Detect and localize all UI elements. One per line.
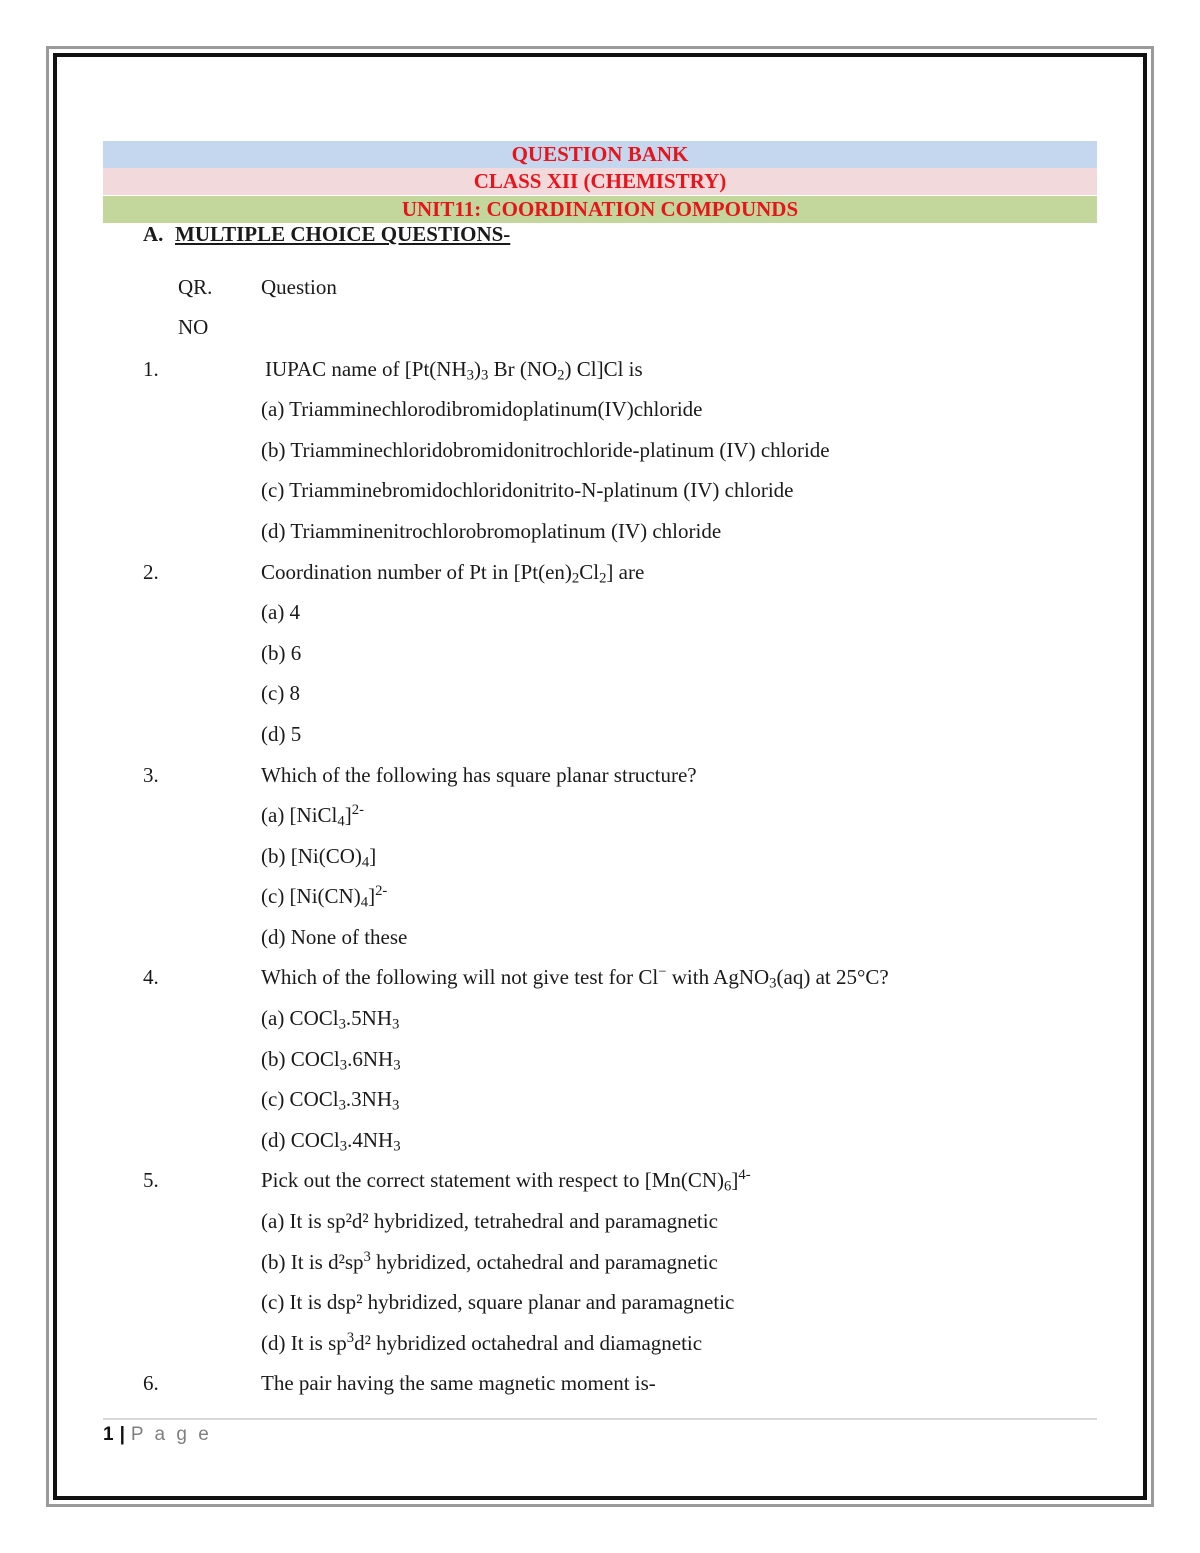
question-number: 6. (143, 1371, 159, 1395)
question-number: 5. (143, 1168, 159, 1192)
option-row (0, 394, 1200, 424)
option-row (0, 1287, 1200, 1317)
option-text: (a) [NiCl$_4$]$^{2-}$ (261, 801, 364, 830)
option-row (0, 475, 1200, 505)
question-text: The pair having the same magnetic moment is- (261, 1371, 656, 1395)
option-text: (c) $COCl_3.3NH_3$ (261, 1087, 400, 1114)
option-text: (b) 6 (261, 641, 302, 665)
question-text: Coordination number of Pt in $[Pt(en)_2Cl_2]$ are (261, 560, 645, 587)
option-text: (c) $[Ni(CN)_4]^{2-}$ (261, 882, 388, 911)
option-text: (c) Triamminebromidochloridonitrito-N-platinum (IV) chloride (261, 478, 794, 502)
option-text: (d) 5 (261, 722, 302, 746)
question-row (0, 354, 1200, 384)
option-row (0, 1206, 1200, 1236)
option-text: (b) It is $d^2sp^3$ hybridized, octahedral and paramagnetic (261, 1248, 718, 1274)
option-row (0, 678, 1200, 708)
option-text: (c) 8 (261, 681, 301, 705)
question-number: 3. (143, 763, 159, 787)
option-text: (d) It is $sp^3d^2$ hybridized octahedral and diamagnetic (261, 1329, 703, 1355)
section-label: A. (143, 222, 164, 246)
option-text: (a) 4 (261, 600, 301, 624)
page-label: P a g e (130, 1424, 212, 1445)
page-footer (103, 1424, 212, 1446)
question-text: Which of the following has square planar structure? (261, 763, 697, 787)
question-row (0, 1368, 1200, 1398)
header-class: CLASS XII (CHEMISTRY) (103, 168, 1097, 195)
option-row (0, 1044, 1200, 1074)
option-row (0, 638, 1200, 668)
option-row (0, 800, 1200, 830)
option-row (0, 881, 1200, 911)
column-header-question: Question (261, 275, 337, 299)
question-row (0, 760, 1200, 790)
question-text: Which of the following will not give test for Cl− with AgNO$_3$(aq) at 25°C? (261, 963, 889, 992)
section-title: MULTIPLE CHOICE QUESTIONS- (175, 222, 511, 246)
header-question-bank: QUESTION BANK (103, 141, 1097, 168)
option-row (0, 516, 1200, 546)
option-row (0, 435, 1200, 465)
page-number: 1 (103, 1424, 114, 1445)
question-number: 1. (143, 357, 159, 381)
option-row (0, 597, 1200, 627)
option-row (0, 1003, 1200, 1033)
column-header-no: NO (178, 315, 209, 339)
option-text: (b) $COCl_3.6NH_3$ (261, 1047, 401, 1074)
option-text: (d) Triamminenitrochlorobromoplatinum (IV) chloride (261, 519, 722, 543)
option-row (0, 841, 1200, 871)
header-unit: UNIT11: COORDINATION COMPOUNDS (103, 196, 1097, 223)
question-row (0, 1165, 1200, 1195)
footer-divider (103, 1418, 1097, 1420)
footer-separator: | (119, 1424, 125, 1445)
question-number: 2. (143, 560, 159, 584)
option-row (0, 922, 1200, 952)
column-header-qr: QR. (178, 275, 213, 299)
option-row (0, 719, 1200, 749)
option-text: (a) $COCl_3.5NH_3$ (261, 1006, 400, 1033)
option-text: (b) Triamminechloridobromidonitrochloride-platinum (IV) chloride (261, 438, 830, 462)
question-number: 4. (143, 965, 159, 989)
section-heading (143, 222, 510, 247)
option-row (0, 1247, 1200, 1277)
question-text: IUPAC name of [$Pt(NH_3)_3$ Br $(NO_2)$ Cl]Cl is (265, 357, 643, 384)
option-row (0, 1125, 1200, 1155)
option-text: (a) Triamminechlorodibromidoplatinum(IV)chloride (261, 397, 703, 421)
option-text: (c) It is dsp² hybridized, square planar and paramagnetic (261, 1290, 735, 1314)
option-text: (b) $[Ni(CO)_4]$ (261, 844, 377, 871)
question-text: Pick out the correct statement with respect to $[Mn(CN)_6]^{4-}$ (261, 1166, 751, 1195)
option-row (0, 1084, 1200, 1114)
option-text: (a) It is sp²d² hybridized, tetrahedral and paramagnetic (261, 1209, 718, 1233)
question-row (0, 962, 1200, 992)
question-row (0, 557, 1200, 587)
option-text: (d) $COCl_3.4NH_3$ (261, 1128, 401, 1155)
option-text: (d) None of these (261, 925, 408, 949)
option-row (0, 1328, 1200, 1358)
